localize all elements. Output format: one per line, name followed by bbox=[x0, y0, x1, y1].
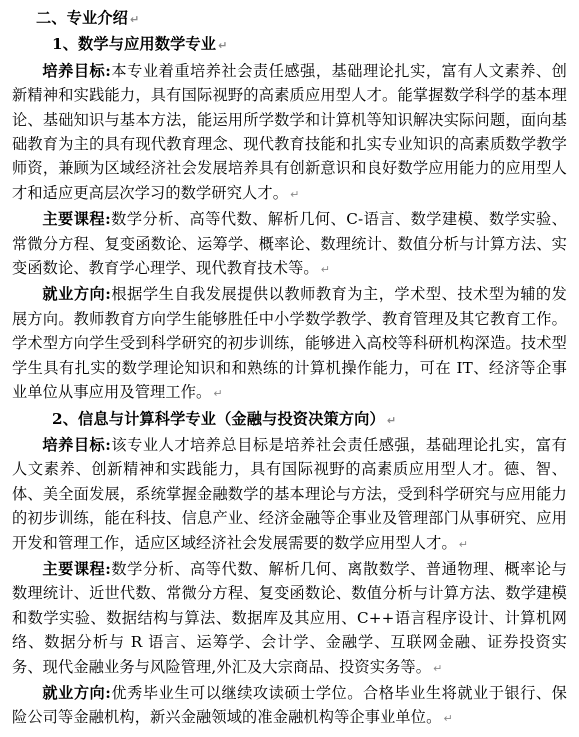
major-1-career bbox=[12, 282, 567, 406]
major-2-career bbox=[12, 681, 567, 732]
paragraph-mark: ↵ bbox=[213, 387, 223, 401]
paragraph-mark: ↵ bbox=[433, 661, 443, 675]
career-label: 就业方向: bbox=[42, 285, 112, 304]
course-label: 主要课程: bbox=[42, 559, 112, 578]
course-text: 数学分析、高等代数、解析几何、离散数学、普通物理、概率论与数理统计、近世代数、常微分方程、复变函数论、数值分析与计算方法、数学建模和数学实验、数据结构与算法、数据库及其应用、C++语言程序设计、计算机网络、数据分析与 R 语言、运筹学、会计学、金融学、互联网金融、证券投资实务、现代金融业务与风险管理,外汇及大宗商品、投资实务等。 bbox=[12, 559, 567, 676]
major-2-courses bbox=[12, 557, 567, 681]
career-label: 就业方向: bbox=[42, 683, 112, 702]
goal-text: 本专业着重培养社会责任感强，基础理论扎实，富有人文素养、创新精神和实践能力，具有国际视野的高素质应用型人才。能掌握数学科学的基本理论、基础知识与基本方法，能运用所学数学和计算机等知识解决实际问题，面向基础教育为主的具有现代教育理念、现代教育技能和扎实专业知识的高素质数学教学师资，兼顾为区域经济社会发展培养具有创新意识和良好数学应用能力的应用型人才和适应更高层次学习的数学研究人才。 bbox=[12, 61, 567, 202]
paragraph-mark: ↵ bbox=[443, 712, 453, 726]
paragraph-mark: ↵ bbox=[290, 187, 300, 201]
paragraph-mark: ↵ bbox=[130, 13, 140, 26]
paragraph-mark: ↵ bbox=[458, 537, 469, 551]
major-2-goal bbox=[12, 433, 567, 557]
major-1-goal bbox=[12, 59, 567, 207]
paragraph-mark: ↵ bbox=[218, 39, 228, 53]
major-2-heading: 2、信息与计算科学专业（金融与投资决策方向） ↵ bbox=[52, 409, 397, 428]
career-text: 优秀毕业生可以继续攻读硕士学位。合格毕业生将就业于银行、保险公司等金融机构，新兴金融领域的准金融机构等企事业单位。 bbox=[12, 683, 567, 727]
paragraph-mark: ↵ bbox=[320, 263, 331, 277]
goal-label: 培养目标: bbox=[42, 435, 112, 454]
goal-text: 该专业人才培养总目标是培养社会责任感强，基础理论扎实，富有人文素养、创新精神和实践能力，具有国际视野的高素质应用型人才。德、智、体、美全面发展，系统掌握金融数学的基本理论与方法，受到科学研究与应用能力的初步训练，能在科技、信息产业、经济金融等企事业及管理部门从事研究、应用开发和管理工作，适应区域经济社会发展需要的数学应用型人才。 bbox=[12, 435, 567, 552]
major-1-heading: 1、数学与应用数学专业 ↵ bbox=[52, 35, 228, 54]
course-label: 主要课程: bbox=[42, 210, 111, 229]
paragraph-mark: ↵ bbox=[386, 413, 397, 427]
course-text: 数学分析、高等代数、解析几何、C-语言、数学建模、数学实验、常微分方程、复变函数论、运筹学、概率论、数理统计、数值分析与计算方法、实变函数论、教育学心理学、现代教育技术等。 bbox=[12, 210, 567, 278]
section-title: 二、专业介绍 ↵ bbox=[36, 9, 140, 27]
career-text: 根据学生自我发展提供以教师教育为主，学术型、技术型为辅的发展方向。教师教育方向学生能够胜任中小学数学教学、教育管理及其它教育工作。学术型方向学生受到科学研究的初步训练，能够进入高校等科研机构深造。技术型学生具有扎实的数学理论知识和和熟练的计算机操作能力，可在 IT、经济等企事业单位从事应用及管理工作。 bbox=[12, 285, 567, 402]
major-1-courses bbox=[12, 207, 567, 282]
goal-label: 培养目标: bbox=[42, 61, 112, 80]
